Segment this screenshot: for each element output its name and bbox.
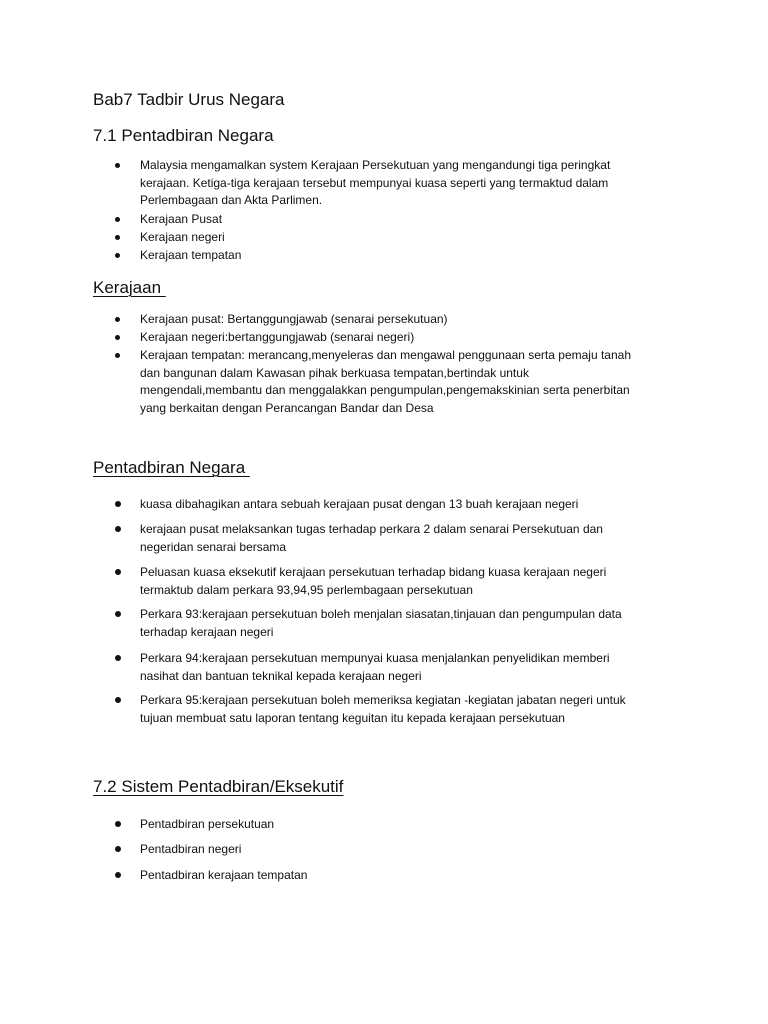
bullet-icon	[115, 655, 121, 661]
list-item: Kerajaan tempatan: merancang,menyeleras dan mengawal penggunaan serta pemaju tanah dan bangunan dalam Kawasan pihak berkuasa tempatan,bertindak untuk mengendali,membantu dan menggalakkan pengumpulan,pengemakskinian serta penerbitan yang berkaitan dengan Perancangan Bandar dan Desa	[140, 348, 631, 415]
list-item: Kerajaan negeri:bertanggungjawab (senarai negeri)	[140, 330, 415, 344]
bullet-icon	[115, 317, 120, 322]
list-item: Peluasan kuasa eksekutif kerajaan persekutuan terhadap bidang kuasa kerajaan negeri termaktub dalam perkara 93,94,95 perlembagaan persekutuan	[140, 565, 607, 597]
bullet-icon	[115, 846, 121, 852]
bullet-icon	[115, 526, 121, 532]
list-item: kerajaan pusat melaksankan tugas terhadap perkara 2 dalam senarai Persekutuan dan negeridan senarai bersama	[140, 522, 603, 554]
bullet-icon	[115, 501, 121, 507]
list-item: Perkara 93:kerajaan persekutuan boleh menjalan siasatan,tinjauan dan pengumpulan data terhadap kerajaan negeri	[140, 607, 622, 639]
bullet-icon	[115, 163, 120, 168]
list-item: kuasa dibahagikan antara sebuah kerajaan pusat dengan 13 buah kerajaan negeri	[140, 497, 579, 511]
list-item: Kerajaan pusat: Bertanggungjawab (senarai persekutuan)	[140, 312, 448, 326]
list-item: Malaysia mengamalkan system Kerajaan Persekutuan yang mengandungi tiga peringkat kerajaan. Ketiga-tiga kerajaan tersebut mempunyai kuasa seperti yang termaktud dalam Perlembagaan dan Akta Parlimen.	[140, 158, 611, 207]
section-heading-kerajaan: Kerajaan	[93, 278, 166, 297]
list-item: Kerajaan tempatan	[140, 248, 242, 262]
list-item: Perkara 94:kerajaan persekutuan mempunyai kuasa menjalankan penyelidikan memberi nasihat dan bantuan teknikal kepada kerajaan negeri	[140, 651, 610, 683]
bullet-icon	[115, 353, 120, 358]
section-heading-sistem-pentadbiran-eksekutif: 7.2 Sistem Pentadbiran/Eksekutif	[93, 777, 344, 796]
list-item: Pentadbiran negeri	[140, 842, 242, 856]
bullet-icon	[115, 611, 121, 617]
section-heading-pentadbiran-negara: Pentadbiran Negara	[93, 458, 250, 477]
list-item: Kerajaan negeri	[140, 230, 225, 244]
section-heading-pentadbiran-negara-7-1: 7.1 Pentadbiran Negara	[93, 126, 274, 145]
list-item: Pentadbiran persekutuan	[140, 817, 275, 831]
list-item: Kerajaan Pusat	[140, 212, 223, 226]
bullet-icon	[115, 569, 121, 575]
list-item: Perkara 95:kerajaan persekutuan boleh memeriksa kegiatan -kegiatan jabatan negeri untuk tujuan membuat satu laporan tentang keguitan itu kepada kerajaan persekutuan	[140, 693, 626, 725]
bullet-icon	[115, 697, 121, 703]
document-title: Bab7 Tadbir Urus Negara	[93, 90, 285, 109]
bullet-icon	[115, 235, 120, 240]
bullet-icon	[115, 872, 121, 878]
bullet-icon	[115, 217, 120, 222]
list-item: Pentadbiran kerajaan tempatan	[140, 868, 308, 882]
bullet-icon	[115, 335, 120, 340]
bullet-icon	[115, 253, 120, 258]
bullet-icon	[115, 821, 121, 827]
